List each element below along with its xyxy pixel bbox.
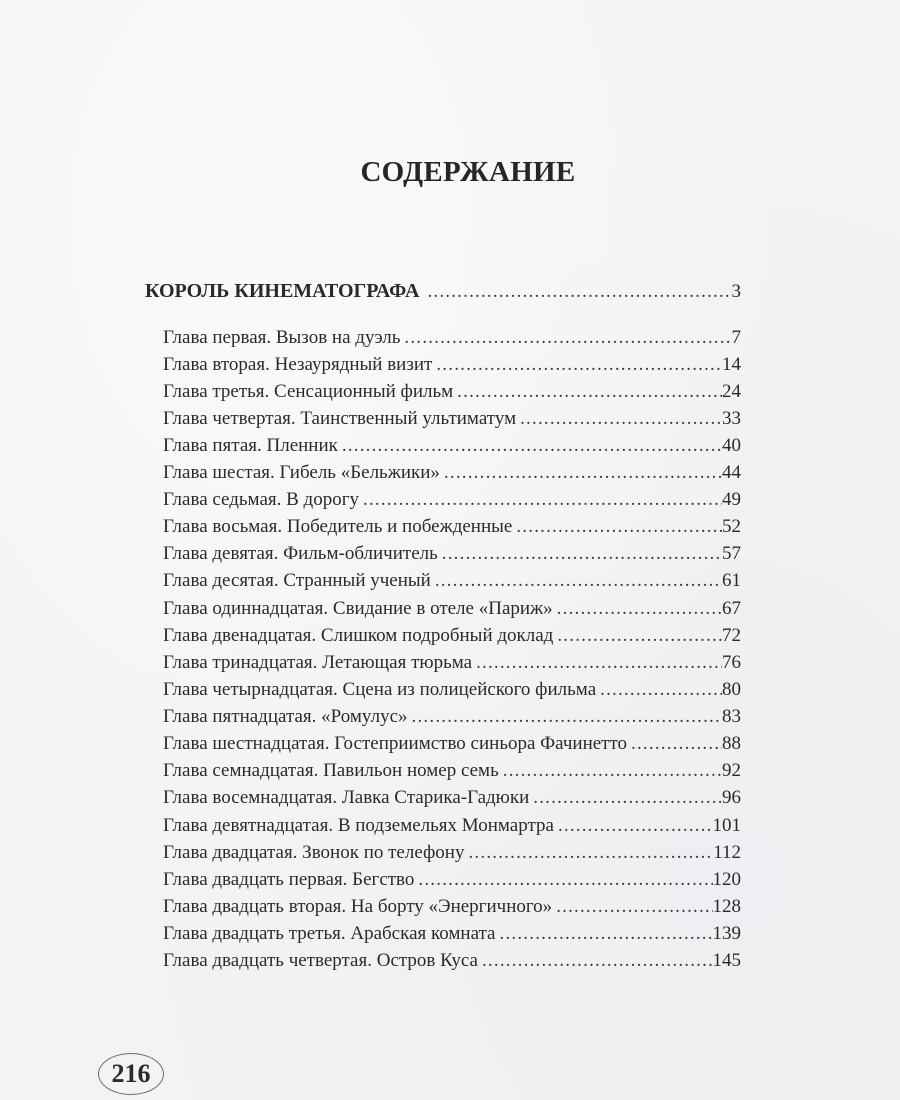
chapter-title: Глава шестнадцатая. Гостеприимство синьора Фачинетто: [163, 733, 628, 754]
dot-leader: [558, 815, 713, 837]
section-page-number: 3: [731, 281, 741, 302]
chapter-title: Глава четырнадцатая. Сцена из полицейского фильма: [163, 679, 597, 700]
toc-chapter-row: [163, 950, 741, 976]
dot-leader: [556, 896, 712, 918]
chapter-page-number: 24: [722, 381, 741, 402]
chapter-title: Глава пятнадцатая. «Ромулус»: [163, 706, 408, 727]
dot-leader: [516, 516, 722, 538]
chapter-page-number: 76: [722, 652, 741, 673]
chapter-title: Глава девятая. Фильм-обличитель: [163, 543, 438, 564]
chapter-title: Глава пятая. Пленник: [163, 435, 338, 456]
chapter-title: Глава седьмая. В дорогу: [163, 489, 360, 510]
toc-chapter-row: [163, 733, 741, 759]
dot-leader: [500, 923, 713, 945]
chapter-page-number: 101: [712, 815, 741, 836]
toc-chapter-row: [163, 327, 741, 353]
chapter-page-number: 61: [722, 570, 741, 591]
toc-chapter-row: [163, 408, 741, 434]
toc-chapter-row: [163, 787, 741, 813]
page-number-badge: 216: [98, 1053, 164, 1095]
chapter-page-number: 88: [722, 733, 741, 754]
toc-chapter-row: [163, 896, 741, 922]
chapter-title: Глава одиннадцатая. Свидание в отеле «Париж»: [163, 598, 553, 619]
chapter-page-number: 139: [712, 923, 741, 944]
chapter-page-number: 96: [722, 787, 741, 808]
dot-leader: [557, 625, 722, 647]
toc-chapter-row: [163, 652, 741, 678]
dot-leader: [457, 381, 722, 403]
toc-chapter-row: [163, 435, 741, 461]
chapter-page-number: 128: [712, 896, 741, 917]
chapter-page-number: 67: [722, 598, 741, 619]
chapter-title: Глава двадцать первая. Бегство: [163, 869, 415, 890]
toc-chapter-row: [163, 625, 741, 651]
toc-chapter-row: [163, 923, 741, 949]
chapter-page-number: 7: [731, 327, 741, 348]
chapter-title: Глава первая. Вызов на дуэль: [163, 327, 401, 348]
dot-leader: [444, 462, 722, 484]
toc-chapter-row: [163, 516, 741, 542]
dot-leader: [436, 354, 722, 376]
chapter-page-number: 44: [722, 462, 741, 483]
toc-chapter-row: [163, 381, 741, 407]
chapter-page-number: 40: [722, 435, 741, 456]
chapter-title: Глава девятнадцатая. В подземельях Монмартра: [163, 815, 554, 836]
chapter-page-number: 33: [722, 408, 741, 429]
chapter-title: Глава двадцатая. Звонок по телефону: [163, 842, 465, 863]
chapter-title: Глава третья. Сенсационный фильм: [163, 381, 454, 402]
dot-leader: [482, 950, 713, 972]
chapter-page-number: 112: [713, 842, 741, 863]
toc-chapter-row: [163, 354, 741, 380]
dot-leader: [631, 733, 722, 755]
toc-chapter-row: [163, 760, 741, 786]
chapter-title: Глава вторая. Незаурядный визит: [163, 354, 433, 375]
chapter-title: Глава семнадцатая. Павильон номер семь: [163, 760, 499, 781]
toc-chapter-row: [163, 598, 741, 624]
dot-leader: [342, 435, 722, 457]
chapter-title: Глава двенадцатая. Слишком подробный доклад: [163, 625, 554, 646]
toc-chapter-row: [163, 489, 741, 515]
chapter-page-number: 120: [712, 869, 741, 890]
chapter-title: Глава двадцать четвертая. Остров Куса: [163, 950, 478, 971]
chapter-page-number: 49: [722, 489, 741, 510]
toc-chapter-row: [163, 706, 741, 732]
page-title: СОДЕРЖАНИЕ: [360, 156, 576, 188]
chapter-title: Глава двадцать третья. Арабская комната: [163, 923, 496, 944]
section-title: КОРОЛЬ КИНЕМАТОГРАФА: [145, 280, 420, 302]
dot-leader: [435, 570, 722, 592]
toc-chapter-row: [163, 842, 741, 868]
dot-leader: [533, 787, 722, 809]
chapter-page-number: 57: [722, 543, 741, 564]
dot-leader: [427, 281, 731, 303]
dot-leader: [503, 760, 722, 782]
dot-leader: [476, 652, 722, 674]
chapter-page-number: 80: [722, 679, 741, 700]
dot-leader: [418, 869, 712, 891]
chapter-title: Глава восемнадцатая. Лавка Старика-Гадюки: [163, 787, 530, 808]
toc-chapter-row: [163, 679, 741, 705]
chapter-title: Глава шестая. Гибель «Бельжики»: [163, 462, 440, 483]
toc-chapter-row: [163, 869, 741, 895]
dot-leader: [600, 679, 722, 701]
dot-leader: [404, 327, 731, 349]
chapter-title: Глава десятая. Странный ученый: [163, 570, 431, 591]
toc-section-row: [145, 280, 741, 306]
chapter-page-number: 14: [722, 354, 741, 375]
dot-leader: [520, 408, 722, 430]
toc-chapter-row: [163, 815, 741, 841]
chapter-page-number: 92: [722, 760, 741, 781]
toc-chapter-row: [163, 570, 741, 596]
dot-leader: [468, 842, 713, 864]
chapter-page-number: 72: [722, 625, 741, 646]
toc-chapter-row: [163, 543, 741, 569]
chapter-title: Глава тринадцатая. Летающая тюрьма: [163, 652, 473, 673]
chapter-page-number: 52: [722, 516, 741, 537]
toc-chapter-row: [163, 462, 741, 488]
dot-leader: [363, 489, 722, 511]
chapter-title: Глава двадцать вторая. На борту «Энергичного»: [163, 896, 553, 917]
dot-leader: [557, 598, 722, 620]
chapter-title: Глава восьмая. Победитель и побежденные: [163, 516, 513, 537]
chapter-page-number: 145: [712, 950, 741, 971]
dot-leader: [442, 543, 722, 565]
chapter-title: Глава четвертая. Таинственный ультиматум: [163, 408, 517, 429]
chapter-page-number: 83: [722, 706, 741, 727]
dot-leader: [412, 706, 722, 728]
